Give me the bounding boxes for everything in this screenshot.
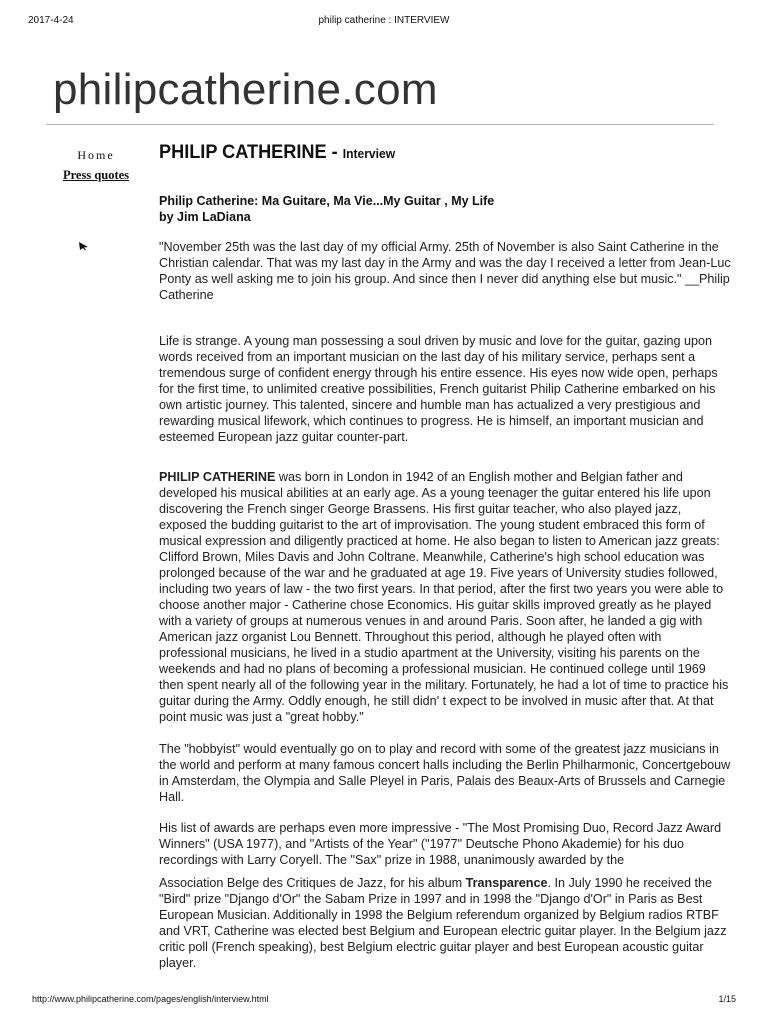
awards-continued-rest: . In July 1990 he received the "Bird" prize "Django d'Or" the Sabam Prize in 1997 and in 1998 the "Django d'Or" in Paris as Best European Musician. Additionally in 1998 the Belgium referendum organized by Belgium radios RTBF and VRT, Catherine was elected best Belgium and European electric guitar player. In the Belgium jazz critic poll (French speaking), best Belgium electric guitar player and best European acoustic guitar player. — [159, 876, 727, 970]
biography-paragraph — [159, 469, 731, 725]
article-subtitle — [159, 194, 731, 225]
nav-link-home[interactable]: Home — [77, 148, 115, 162]
biography-text: was born in London in 1942 of an English mother and Belgian father and developed his musical abilities at an early age. As a young teenager the guitar entered his life upon discovering the French singer George Brassens. His first guitar teacher, who also played jazz, exposed the budding guitarist to the art of improvisation. The young student embraced this form of musical expression and diligently practiced at home. He also began to listen to American jazz greats: Clifford Brown, Miles Davis and John Coltrane. Meanwhile, Catherine's high school education was prolonged because of the war and he graduated at age 19. Five years of University studies followed, including two years of law - the two first years. In that period, after the first two years you were able to choose another major - Catherine chose Economics. His guitar skills improved greatly as he played with a variety of groups at numerous venues in and around Paris. Soon after, he landed a gig with American jazz organist Lou Bennett. Throughout this period, although he played often with professional musicians, he lived in a studio apartment at the University, visiting his parents on the weekends and had no plans of becoming a professional musician. He continued college until 1969 then spent nearly all of the following year in the military. Fortunately, he had a lot of time to practice his guitar during the Army. Oddly enough, he still didn' t expect to be involved in music after that. At that point music was just a "great hobby." — [159, 470, 729, 724]
article-headline: Philip Catherine: Ma Guitare, Ma Vie...My Guitar , My Life — [159, 194, 495, 208]
mouse-cursor-icon — [78, 241, 90, 251]
awards-continued-paragraph — [159, 875, 731, 971]
career-paragraph: The "hobbyist" would eventually go on to play and record with some of the greatest jazz musicians in the world and perform at many famous concert halls including the Berlin Philharmonic, Concertgebouw in Amsterdam, the Olympia and Salle Pleyel in Paris, Palais des Beaux-Arts of Brussels and Carnegie Hall. — [159, 742, 731, 804]
intro-paragraph: Life is strange. A young man possessing a soul driven by music and love for the guitar, gazing upon words received from an important musician on the last day of his military service, perhaps sent a tremendous surge of confident energy through his entire essence. His eyes now wide open, perhaps for the first time, to unlimited creative possibilities, French guitarist Philip Catherine embarked on his own artistic journey. This talented, sincere and humble man has actualized a very prestigious and rewarding musical lifework, which continues to progress. He is himself, an important musician and esteemed European jazz guitar counter-part. — [159, 334, 718, 444]
print-footer-url: http://www.philipcatherine.com/pages/english/interview.html — [32, 994, 269, 1004]
album-title: Transparence — [465, 876, 548, 890]
print-header-title: philip catherine : INTERVIEW — [318, 15, 450, 26]
page-title — [159, 140, 691, 166]
page-title-main: PHILIP CATHERINE - — [159, 141, 343, 163]
page-title-suffix: Interview — [342, 146, 396, 161]
nav-link-press-quotes[interactable]: Press quotes — [62, 168, 130, 182]
artist-name-bold: PHILIP CATHERINE — [159, 470, 276, 484]
print-header-date: 2017-4-24 — [28, 15, 74, 26]
article-content — [159, 140, 731, 971]
print-footer-page-number: 1/15 — [718, 994, 736, 1004]
quote-paragraph: "November 25th was the last day of my official Army. 25th of November is also Saint Catherine in the Christian calendar. That was my last day in the Army and was the day I received a letter from Jean-Luc Ponty as well asking me to join his group. And since then I never did anything else but music." __Philip Catherine — [159, 240, 731, 302]
awards-paragraph: His list of awards are perhaps even more impressive - "The Most Promising Duo, Record Jazz Award Winners" (USA 1977), and "Artists of the Year" ("1977" Deutsche Phono Akademie) for his duo recordings with Larry Coryell. The "Sax" prize in 1988, unanimously awarded by the — [159, 821, 722, 867]
sidebar-nav — [48, 148, 144, 183]
awards-continued-text: Association Belge des Critiques de Jazz, for his album — [159, 876, 466, 890]
header-divider — [46, 124, 714, 125]
site-logo[interactable]: philipcatherine.com — [53, 65, 438, 114]
article-byline: by Jim LaDiana — [159, 209, 251, 224]
